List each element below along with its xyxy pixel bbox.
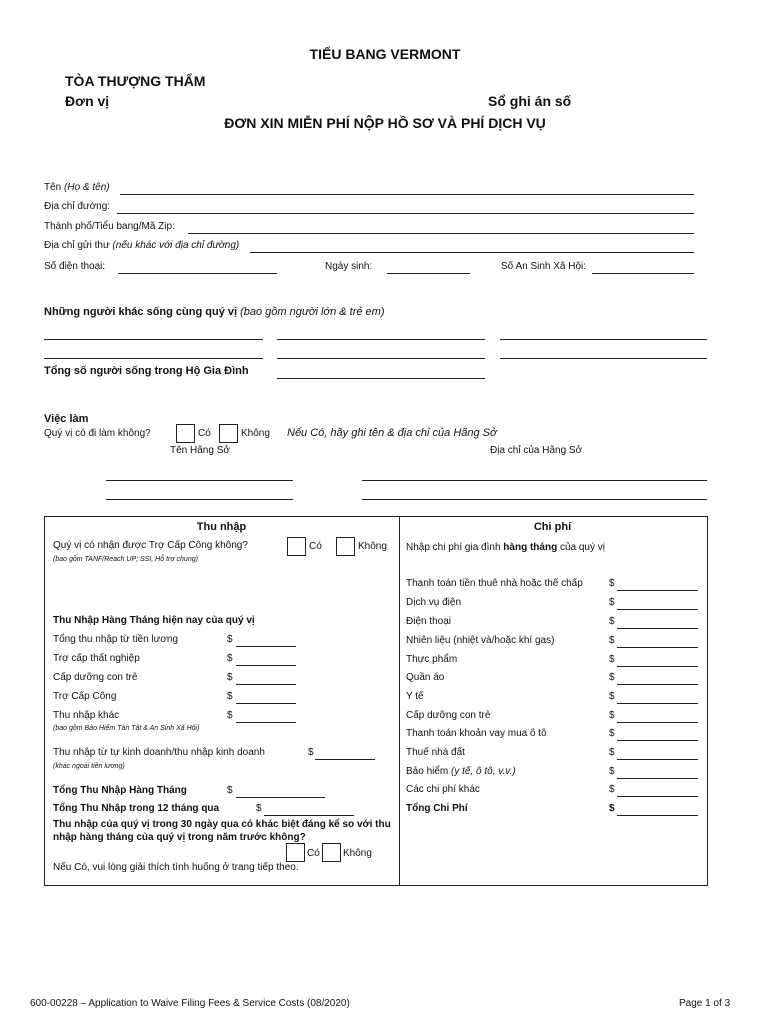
form-title: ĐƠN XIN MIỄN PHÍ NỘP HỒ SƠ VÀ PHÍ DỊCH VỤ [224, 115, 546, 131]
income-change-no-checkbox[interactable] [322, 843, 341, 862]
employer-name-input[interactable] [106, 480, 293, 481]
phone-label: Số điện thoại: [44, 261, 106, 272]
income-change-yes-label: Có [307, 848, 320, 859]
expense-item-currency: $ [609, 597, 615, 608]
public-assistance-question: Quý vị có nhận được Trợ Cấp Công không? [53, 540, 248, 551]
expense-item-input[interactable] [617, 590, 698, 591]
expense-item-label: Thanh toán khoản vay mua ô tô [406, 728, 547, 739]
total-monthly-income-currency: $ [227, 785, 233, 796]
name-label: Tên [44, 182, 62, 193]
assistance-yes-checkbox[interactable] [287, 537, 306, 556]
total-12-month-income-label: Tổng Thu Nhập trong 12 tháng qua [53, 803, 220, 814]
expense-item-input[interactable] [617, 628, 698, 629]
dob-label: Ngày sinh: [325, 261, 373, 272]
expense-item-currency: $ [609, 635, 615, 646]
household-member-input[interactable] [44, 358, 263, 359]
employment-heading: Việc làm [44, 413, 89, 425]
other-income-note: (bao gồm Bảo Hiểm Tàn Tật & An Sinh Xã Hội) [53, 725, 200, 732]
state-heading: TIỂU BANG VERMONT [309, 46, 461, 62]
employer-name-input[interactable] [106, 499, 293, 500]
employed-no-checkbox[interactable] [219, 424, 238, 443]
phone-input[interactable] [118, 273, 277, 274]
street-address-input[interactable] [117, 213, 694, 214]
insurance-hint: (y tế, ô tô, v.v.) [451, 766, 516, 777]
expenses-heading: Chi phí [533, 521, 572, 533]
form-identifier: 600-00228 – Application to Waive Filing Fees & Service Costs (08/2020) [30, 998, 350, 1009]
income-change-question-line1: Thu nhập của quý vị trong 30 ngày qua có khác biệt đáng kể so với thu [53, 819, 391, 830]
income-item-label: Trợ Cấp Công [53, 691, 117, 702]
income-heading: Thu nhập [196, 521, 247, 533]
income-item-currency: $ [227, 634, 233, 645]
income-item-input[interactable] [236, 684, 296, 685]
expense-item-input[interactable] [617, 759, 698, 760]
expense-item-input[interactable] [617, 740, 698, 741]
household-member-input[interactable] [277, 358, 485, 359]
income-item-label: Thu nhập khác [53, 710, 120, 721]
employer-address-input[interactable] [362, 480, 707, 481]
household-hint: (bao gồm người lớn & trẻ em) [240, 306, 385, 318]
expense-item-currency: $ [609, 747, 615, 758]
docket-label: Sổ ghi án số [488, 93, 572, 109]
other-expenses-input[interactable] [617, 796, 698, 797]
expense-item-label: Thực phẩm [406, 654, 458, 665]
income-item-input[interactable] [236, 665, 296, 666]
employer-name-label: Tên Hãng Sở [170, 445, 230, 456]
income-item-input[interactable] [236, 646, 296, 647]
employed-no-label: Không [241, 428, 270, 439]
income-item-currency: $ [227, 691, 233, 702]
page-number: Page 1 of 3 [679, 998, 731, 1009]
expense-item-label: Y tế [406, 691, 424, 702]
employed-yes-checkbox[interactable] [176, 424, 195, 443]
household-label: Những người khác sống cùng quý vị [44, 306, 238, 318]
mailing-label: Địa chỉ gửi thư [44, 240, 110, 251]
self-employment-note: (khác ngoài tiền lương) [53, 763, 125, 770]
total-12-month-income-currency: $ [256, 803, 262, 814]
mailing-address-input[interactable] [250, 252, 694, 253]
income-item-input[interactable] [236, 722, 296, 723]
dob-input[interactable] [387, 273, 470, 274]
income-item-label: Cấp dưỡng con trẻ [53, 672, 138, 683]
expense-item-label: Dịch vụ điện [406, 597, 462, 608]
ssn-label: Số An Sinh Xã Hội: [501, 261, 587, 272]
expenses-intro-bold: hàng tháng [503, 542, 558, 553]
expense-item-currency: $ [609, 710, 615, 721]
self-employment-input[interactable] [315, 759, 375, 760]
assistance-no-checkbox[interactable] [336, 537, 355, 556]
income-item-currency: $ [227, 653, 233, 664]
expense-item-currency: $ [609, 672, 615, 683]
expense-item-label: Điện thoại [406, 616, 452, 627]
insurance-input[interactable] [617, 778, 698, 779]
name-hint: (Họ & tên) [64, 182, 110, 193]
employer-address-input[interactable] [362, 499, 707, 500]
total-monthly-income-input[interactable] [236, 797, 325, 798]
expense-item-currency: $ [609, 616, 615, 627]
total-12-month-income-input[interactable] [264, 815, 354, 816]
employed-yes-label: Có [198, 428, 211, 439]
income-item-input[interactable] [236, 703, 296, 704]
household-member-input[interactable] [44, 339, 263, 340]
expense-item-currency: $ [609, 654, 615, 665]
income-change-no-label: Không [343, 848, 372, 859]
mailing-hint: (nếu khác với địa chỉ đường) [112, 240, 240, 251]
income-change-yes-checkbox[interactable] [286, 843, 305, 862]
total-expenses-input[interactable] [617, 815, 698, 816]
household-total-label: Tổng số người sống trong Hộ Gia Đình [44, 365, 249, 377]
employer-instruction: Nếu Có, hãy ghi tên & địa chỉ của Hãng Sở [287, 427, 497, 439]
employment-question: Quý vị có đi làm không? [44, 428, 151, 439]
expense-item-label: Nhiên liệu (nhiệt và/hoặc khí gas) [406, 635, 555, 646]
income-change-question-line2: nhập hàng tháng của quý vị trong năm trước không? [53, 832, 306, 843]
expense-item-label: Cấp dưỡng con trẻ [406, 710, 491, 721]
expenses-intro-post: của quý vị [557, 542, 605, 553]
table-divider [399, 516, 400, 885]
name-input[interactable] [120, 194, 694, 195]
income-item-currency: $ [227, 672, 233, 683]
expense-item-input[interactable] [617, 722, 698, 723]
other-expenses-label: Các chi phí khác [406, 784, 480, 795]
total-expenses-label: Tổng Chi Phí [406, 803, 468, 814]
expense-item-input[interactable] [617, 609, 698, 610]
total-monthly-income-label: Tổng Thu Nhập Hàng Tháng [53, 785, 187, 796]
insurance-label: Bảo hiểm [406, 766, 449, 777]
expense-item-label: Quần áo [406, 672, 445, 683]
income-item-currency: $ [227, 710, 233, 721]
insurance-field-label [406, 766, 516, 777]
insurance-currency: $ [609, 766, 615, 777]
mailing-address-field-label [44, 240, 239, 251]
self-employment-currency: $ [308, 747, 314, 758]
employer-address-label: Địa chỉ của Hãng Sở [490, 445, 583, 456]
household-members-label [44, 306, 385, 318]
city-state-zip-label: Thành phố/Tiểu bang/Mã Zip: [44, 221, 175, 232]
assistance-no-label: Không [358, 541, 387, 552]
expense-item-input[interactable] [617, 703, 698, 704]
city-state-zip-input[interactable] [188, 233, 694, 234]
assistance-yes-label: Có [309, 541, 322, 552]
income-item-label: Tổng thu nhập từ tiền lương [53, 634, 179, 645]
self-employment-label: Thu nhập từ tự kinh doanh/thu nhập kinh doanh [53, 747, 265, 758]
assistance-note: (bao gồm TANF/Reach UP; SSI, Hỗ trợ chung) [53, 556, 198, 563]
household-member-input[interactable] [277, 339, 485, 340]
total-expenses-currency: $ [609, 803, 615, 814]
expense-item-currency: $ [609, 728, 615, 739]
income-item-label: Trợ cấp thất nghiệp [53, 653, 140, 664]
expense-item-label: Thanh toán tiền thuê nhà hoặc thế chấp [406, 578, 583, 589]
household-member-input[interactable] [500, 339, 707, 340]
street-address-label: Địa chỉ đường: [44, 201, 111, 212]
expense-item-input[interactable] [617, 647, 698, 648]
other-expenses-currency: $ [609, 784, 615, 795]
ssn-input[interactable] [592, 273, 694, 274]
household-member-input[interactable] [500, 358, 707, 359]
expense-item-label: Thuế nhà đất [406, 747, 465, 758]
court-heading: TÒA THƯỢNG THẨM [65, 73, 206, 89]
income-change-explain: Nếu Có, vui lòng giải thích tình huống ở trang tiếp theo. [53, 862, 299, 873]
expenses-intro [406, 542, 605, 553]
expense-item-currency: $ [609, 691, 615, 702]
expense-item-input[interactable] [617, 684, 698, 685]
expense-item-currency: $ [609, 578, 615, 589]
household-total-input[interactable] [277, 378, 485, 379]
expense-item-input[interactable] [617, 666, 698, 667]
name-field-label [44, 182, 110, 193]
expenses-intro-pre: Nhập chi phí gia đình [406, 542, 504, 553]
monthly-income-heading: Thu Nhập Hàng Tháng hiện nay của quý vị [53, 615, 255, 626]
unit-label: Đơn vị [65, 93, 110, 109]
